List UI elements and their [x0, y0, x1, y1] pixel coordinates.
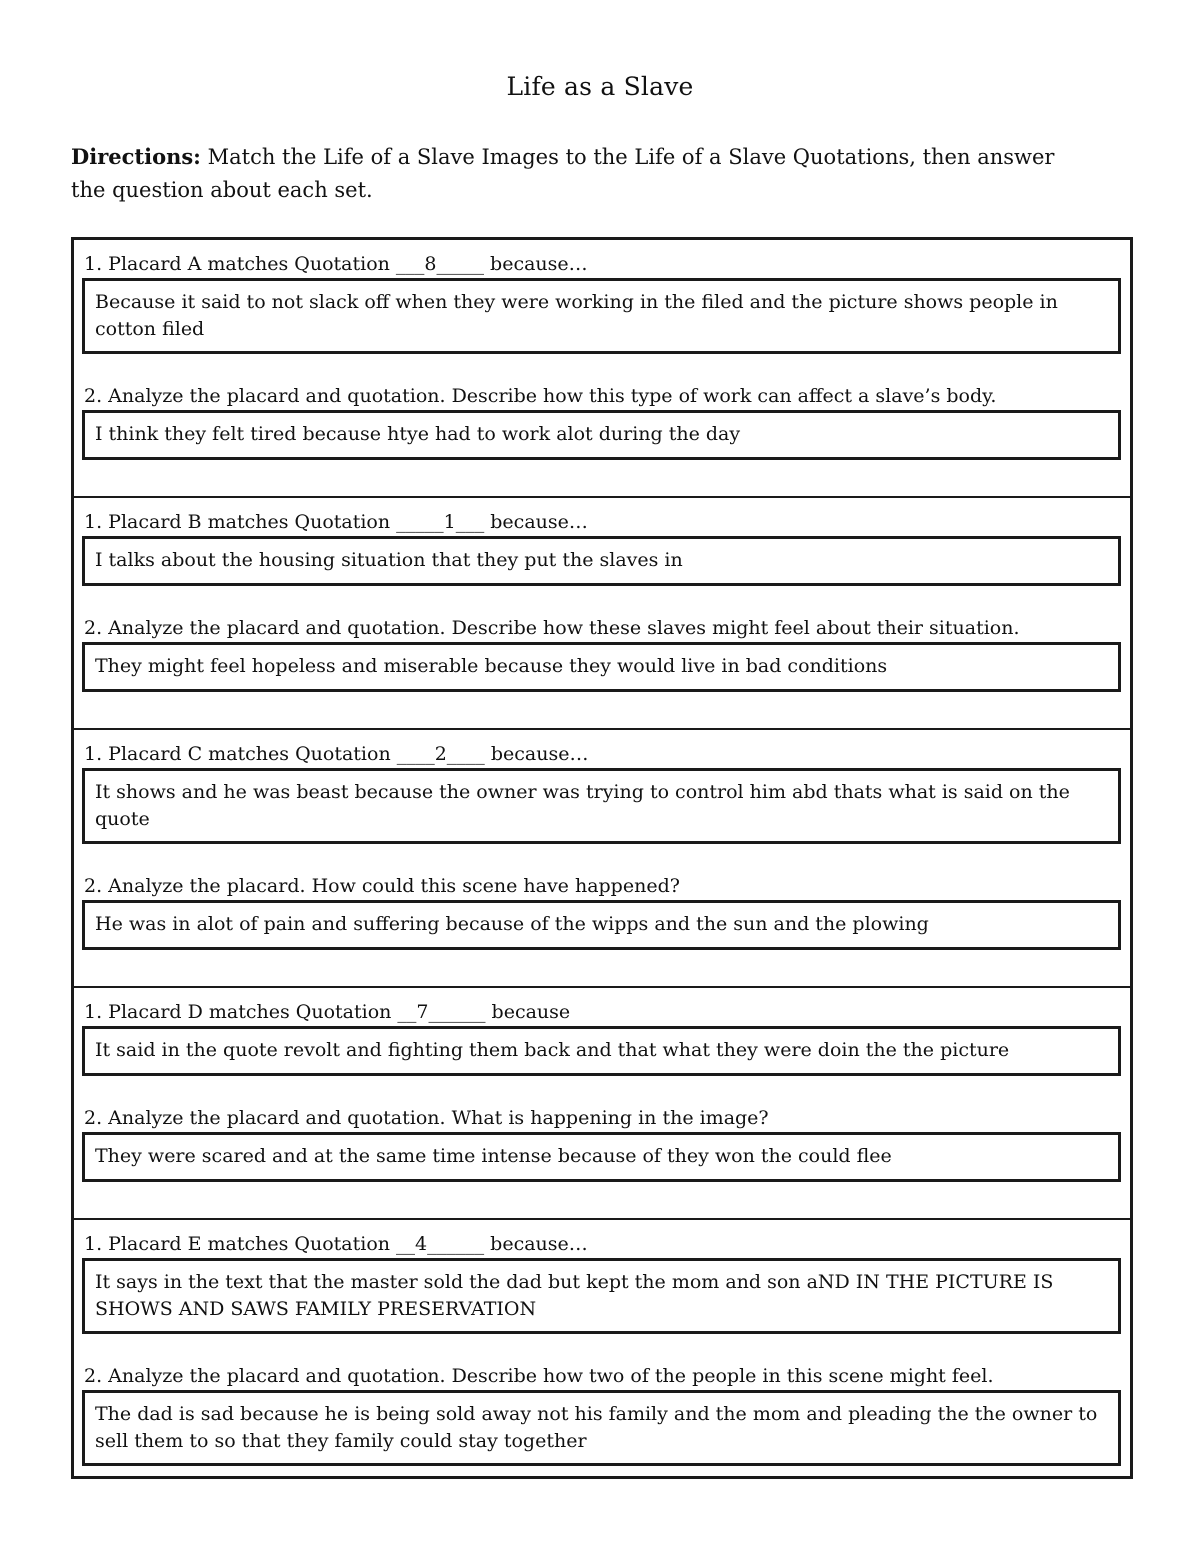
directions-label: Directions: — [71, 144, 201, 169]
directions-text: Match the Life of a Slave Images to the Life of a Slave Quotations, then answer the question about each set. — [71, 145, 1055, 202]
question-match: 1. Placard B matches Quotation _____1___ because… — [84, 511, 588, 533]
answer-box[interactable]: It said in the quote revolt and fighting them back and that what they were doin the the picture — [82, 1026, 1121, 1076]
answer-box[interactable]: He was in alot of pain and suffering because of the wipps and the sun and the plowing — [82, 900, 1121, 950]
question-match: 1. Placard C matches Quotation ____2____ because… — [84, 743, 589, 765]
page-title: Life as a Slave — [506, 72, 694, 101]
answer-box[interactable]: It says in the text that the master sold the dad but kept the mom and son aND IN THE PICTURE IS SHOWS AND SAWS FAMILY PRESERVATION — [82, 1258, 1121, 1334]
answer-box[interactable]: They might feel hopeless and miserable because they would live in bad conditions — [82, 642, 1121, 692]
section-placard-b — [74, 498, 1130, 730]
answer-box[interactable]: It shows and he was beast because the owner was trying to control him abd thats what is said on the quote — [82, 768, 1121, 844]
answer-box[interactable]: I talks about the housing situation that they put the slaves in — [82, 536, 1121, 586]
question-table — [71, 237, 1133, 1479]
directions — [71, 140, 1081, 207]
question-analyze: 2. Analyze the placard and quotation. What is happening in the image? — [84, 1107, 769, 1129]
answer-box[interactable]: I think they felt tired because htye had to work alot during the day — [82, 410, 1121, 460]
question-analyze: 2. Analyze the placard and quotation. Describe how these slaves might feel about their situation. — [84, 617, 1020, 639]
question-analyze: 2. Analyze the placard. How could this scene have happened? — [84, 875, 680, 897]
question-match: 1. Placard E matches Quotation __4______ because… — [84, 1233, 588, 1255]
question-match: 1. Placard A matches Quotation ___8_____ because… — [84, 253, 588, 275]
question-analyze: 2. Analyze the placard and quotation. Describe how this type of work can affect a slave’s body. — [84, 385, 997, 407]
question-match: 1. Placard D matches Quotation __7______ because — [84, 1001, 571, 1023]
question-analyze: 2. Analyze the placard and quotation. Describe how two of the people in this scene might feel. — [84, 1365, 994, 1387]
section-placard-c — [74, 730, 1130, 988]
answer-box[interactable]: They were scared and at the same time intense because of they won the could flee — [82, 1132, 1121, 1182]
section-placard-e — [74, 1220, 1130, 1476]
section-placard-a — [74, 240, 1130, 498]
section-placard-d — [74, 988, 1130, 1220]
answer-box[interactable]: The dad is sad because he is being sold away not his family and the mom and pleading the the owner to sell them to so that they family could stay together — [82, 1390, 1121, 1466]
answer-box[interactable]: Because it said to not slack off when they were working in the filed and the picture shows people in cotton filed — [82, 278, 1121, 354]
